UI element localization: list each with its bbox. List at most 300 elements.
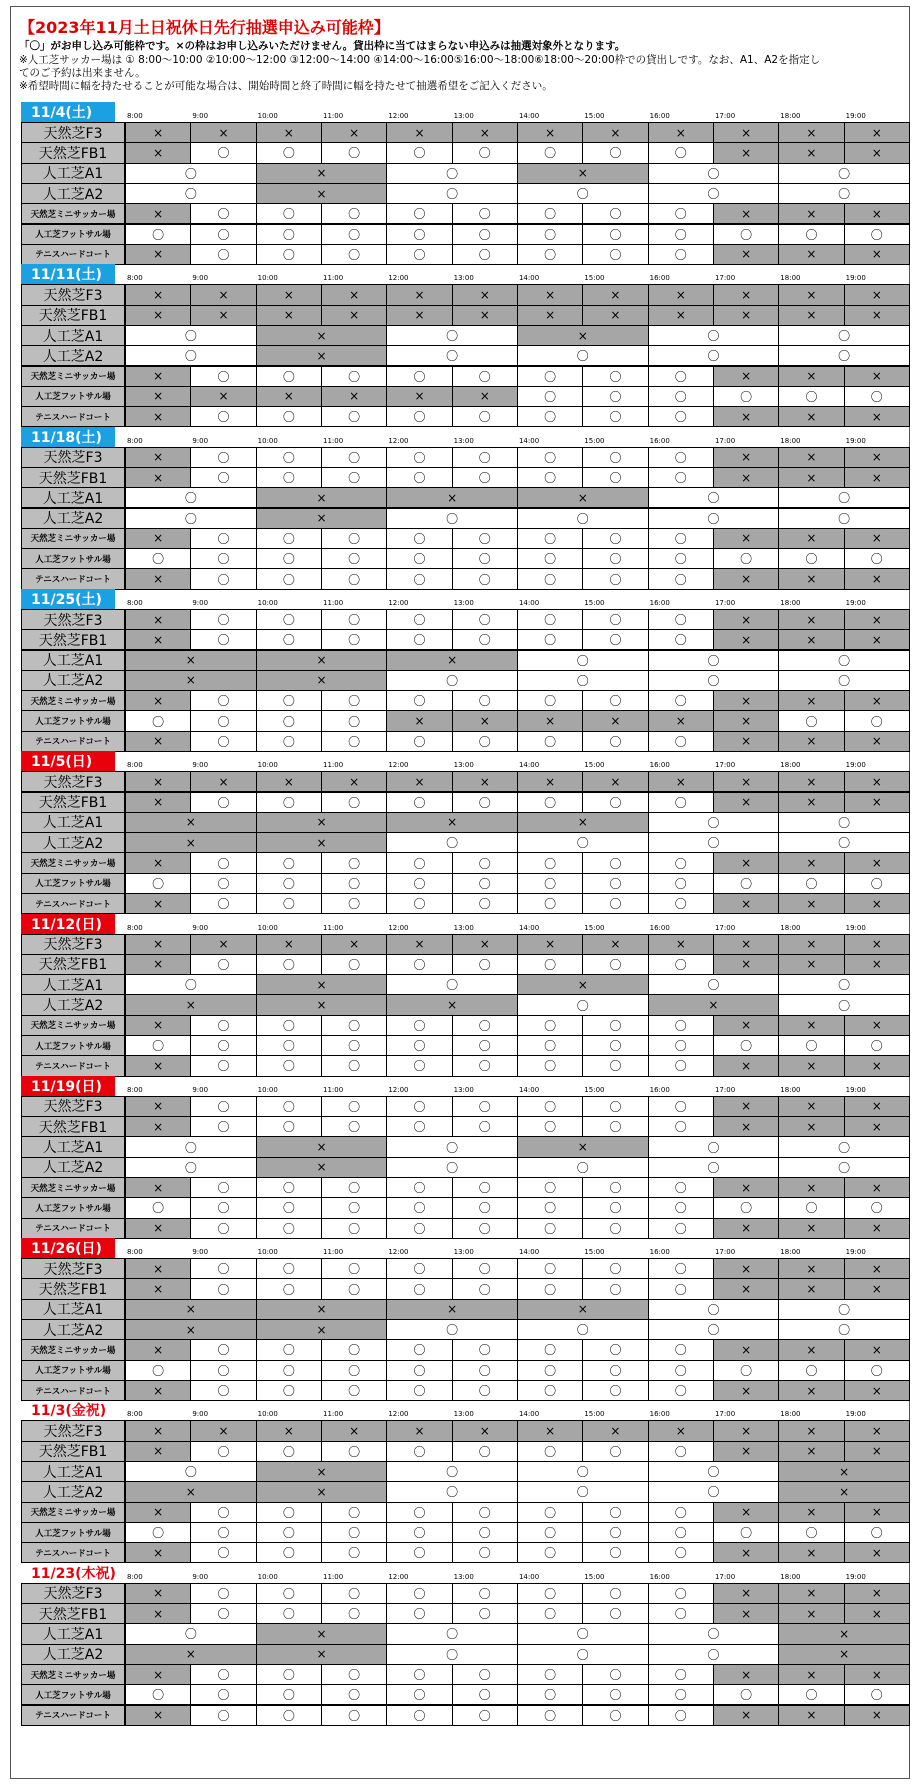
slot-available[interactable]: 〇 — [648, 366, 714, 387]
slot-available[interactable]: 〇 — [125, 873, 191, 894]
slot-available[interactable]: 〇 — [386, 1157, 518, 1178]
slot-available[interactable]: 〇 — [452, 1705, 518, 1726]
slot-available[interactable]: 〇 — [125, 1136, 257, 1157]
slot-available[interactable]: 〇 — [256, 528, 322, 549]
slot-available[interactable]: 〇 — [648, 1339, 714, 1360]
slot-available[interactable]: 〇 — [125, 1684, 191, 1705]
slot-available[interactable]: 〇 — [321, 852, 387, 873]
slot-available[interactable]: 〇 — [190, 406, 256, 427]
slot-available[interactable]: 〇 — [321, 1502, 387, 1523]
slot-available[interactable]: 〇 — [386, 1502, 452, 1523]
slot-available[interactable]: 〇 — [648, 974, 780, 995]
slot-available[interactable]: 〇 — [321, 1116, 387, 1137]
slot-available[interactable]: 〇 — [582, 1664, 648, 1685]
slot-available[interactable]: 〇 — [582, 528, 648, 549]
slot-available[interactable]: 〇 — [452, 954, 518, 975]
slot-available[interactable]: 〇 — [321, 568, 387, 589]
slot-available[interactable]: 〇 — [321, 1015, 387, 1036]
slot-available[interactable]: 〇 — [713, 1035, 779, 1056]
slot-available[interactable]: 〇 — [386, 1481, 518, 1502]
slot-available[interactable]: 〇 — [517, 1258, 583, 1279]
slot-available[interactable]: 〇 — [517, 650, 649, 671]
slot-available[interactable]: 〇 — [256, 731, 322, 752]
slot-available[interactable]: 〇 — [256, 1603, 322, 1624]
slot-available[interactable]: 〇 — [648, 1705, 714, 1726]
slot-available[interactable]: 〇 — [778, 1157, 910, 1178]
slot-available[interactable]: 〇 — [321, 1258, 387, 1279]
slot-available[interactable]: 〇 — [321, 224, 387, 245]
slot-available[interactable]: 〇 — [256, 1116, 322, 1137]
slot-available[interactable]: 〇 — [452, 1522, 518, 1543]
slot-available[interactable]: 〇 — [256, 1705, 322, 1726]
slot-available[interactable]: 〇 — [452, 852, 518, 873]
slot-available[interactable]: 〇 — [256, 447, 322, 468]
slot-available[interactable]: 〇 — [713, 548, 779, 569]
slot-available[interactable]: 〇 — [256, 1096, 322, 1117]
slot-available[interactable]: 〇 — [582, 366, 648, 387]
slot-available[interactable]: 〇 — [256, 142, 322, 163]
slot-available[interactable]: 〇 — [517, 142, 583, 163]
slot-available[interactable]: 〇 — [386, 1116, 452, 1137]
slot-available[interactable]: 〇 — [452, 406, 518, 427]
slot-available[interactable]: 〇 — [582, 852, 648, 873]
slot-available[interactable]: 〇 — [256, 1278, 322, 1299]
slot-available[interactable]: 〇 — [517, 609, 583, 630]
slot-available[interactable]: 〇 — [648, 1360, 714, 1381]
slot-available[interactable]: 〇 — [386, 224, 452, 245]
slot-available[interactable]: 〇 — [256, 1542, 322, 1563]
slot-available[interactable]: 〇 — [452, 873, 518, 894]
slot-available[interactable]: 〇 — [321, 1380, 387, 1401]
slot-available[interactable]: 〇 — [190, 1522, 256, 1543]
slot-available[interactable]: 〇 — [386, 244, 452, 265]
slot-available[interactable]: 〇 — [582, 224, 648, 245]
slot-available[interactable]: 〇 — [386, 690, 452, 711]
slot-available[interactable]: 〇 — [844, 1684, 910, 1705]
slot-available[interactable]: 〇 — [190, 1055, 256, 1076]
slot-available[interactable]: 〇 — [452, 366, 518, 387]
slot-available[interactable]: 〇 — [256, 548, 322, 569]
slot-available[interactable]: 〇 — [778, 325, 910, 346]
slot-available[interactable]: 〇 — [386, 1339, 452, 1360]
slot-available[interactable]: 〇 — [321, 467, 387, 488]
slot-available[interactable]: 〇 — [517, 1441, 583, 1462]
slot-available[interactable]: 〇 — [713, 1360, 779, 1381]
slot-available[interactable]: 〇 — [386, 1461, 518, 1482]
slot-available[interactable]: 〇 — [321, 1218, 387, 1239]
slot-available[interactable]: 〇 — [125, 1035, 191, 1056]
slot-available[interactable]: 〇 — [517, 203, 583, 224]
slot-available[interactable]: 〇 — [582, 467, 648, 488]
slot-available[interactable]: 〇 — [256, 1218, 322, 1239]
slot-available[interactable]: 〇 — [648, 954, 714, 975]
slot-available[interactable]: 〇 — [517, 1603, 583, 1624]
slot-available[interactable]: 〇 — [582, 1218, 648, 1239]
slot-available[interactable]: 〇 — [648, 792, 714, 813]
slot-available[interactable]: 〇 — [648, 1522, 714, 1543]
slot-available[interactable]: 〇 — [256, 406, 322, 427]
slot-available[interactable]: 〇 — [452, 1380, 518, 1401]
slot-available[interactable]: 〇 — [517, 954, 583, 975]
slot-available[interactable]: 〇 — [321, 1522, 387, 1543]
slot-available[interactable]: 〇 — [321, 792, 387, 813]
slot-available[interactable]: 〇 — [386, 1035, 452, 1056]
slot-available[interactable]: 〇 — [517, 1461, 649, 1482]
slot-available[interactable]: 〇 — [778, 1360, 844, 1381]
slot-available[interactable]: 〇 — [321, 528, 387, 549]
slot-available[interactable]: 〇 — [517, 508, 649, 529]
slot-available[interactable]: 〇 — [517, 893, 583, 914]
slot-available[interactable]: 〇 — [452, 224, 518, 245]
slot-available[interactable]: 〇 — [517, 224, 583, 245]
slot-available[interactable]: 〇 — [452, 629, 518, 650]
slot-available[interactable]: 〇 — [648, 1542, 714, 1563]
slot-available[interactable]: 〇 — [517, 1684, 583, 1705]
slot-available[interactable]: 〇 — [648, 1319, 780, 1340]
slot-available[interactable]: 〇 — [517, 690, 583, 711]
slot-available[interactable]: 〇 — [582, 1035, 648, 1056]
slot-available[interactable]: 〇 — [517, 873, 583, 894]
slot-available[interactable]: 〇 — [125, 548, 191, 569]
slot-available[interactable]: 〇 — [125, 1461, 257, 1482]
slot-available[interactable]: 〇 — [517, 1319, 649, 1340]
slot-available[interactable]: 〇 — [125, 345, 257, 366]
slot-available[interactable]: 〇 — [582, 792, 648, 813]
slot-available[interactable]: 〇 — [713, 1197, 779, 1218]
slot-available[interactable]: 〇 — [321, 1705, 387, 1726]
slot-available[interactable]: 〇 — [713, 1684, 779, 1705]
slot-available[interactable]: 〇 — [452, 1603, 518, 1624]
slot-available[interactable]: 〇 — [321, 203, 387, 224]
slot-available[interactable]: 〇 — [582, 690, 648, 711]
slot-available[interactable]: 〇 — [125, 1360, 191, 1381]
slot-available[interactable]: 〇 — [256, 1197, 322, 1218]
slot-available[interactable]: 〇 — [648, 447, 714, 468]
slot-available[interactable]: 〇 — [125, 1623, 257, 1644]
slot-available[interactable]: 〇 — [648, 852, 714, 873]
slot-available[interactable]: 〇 — [125, 487, 257, 508]
slot-available[interactable]: 〇 — [452, 1015, 518, 1036]
slot-available[interactable]: 〇 — [844, 1035, 910, 1056]
slot-available[interactable]: 〇 — [648, 467, 714, 488]
slot-available[interactable]: 〇 — [582, 1177, 648, 1198]
slot-available[interactable]: 〇 — [190, 1197, 256, 1218]
slot-available[interactable]: 〇 — [713, 386, 779, 407]
slot-available[interactable]: 〇 — [386, 1380, 452, 1401]
slot-available[interactable]: 〇 — [517, 244, 583, 265]
slot-available[interactable]: 〇 — [517, 548, 583, 569]
slot-available[interactable]: 〇 — [190, 1502, 256, 1523]
slot-available[interactable]: 〇 — [386, 1055, 452, 1076]
slot-available[interactable]: 〇 — [386, 1096, 452, 1117]
slot-available[interactable]: 〇 — [582, 1096, 648, 1117]
slot-available[interactable]: 〇 — [190, 366, 256, 387]
slot-available[interactable]: 〇 — [386, 954, 452, 975]
slot-available[interactable]: 〇 — [582, 548, 648, 569]
slot-available[interactable]: 〇 — [386, 366, 452, 387]
slot-available[interactable]: 〇 — [190, 731, 256, 752]
slot-available[interactable]: 〇 — [190, 1441, 256, 1462]
slot-available[interactable]: 〇 — [582, 244, 648, 265]
slot-available[interactable]: 〇 — [190, 1035, 256, 1056]
slot-available[interactable]: 〇 — [386, 1136, 518, 1157]
slot-available[interactable]: 〇 — [648, 1623, 780, 1644]
slot-available[interactable]: 〇 — [256, 1339, 322, 1360]
slot-available[interactable]: 〇 — [125, 508, 257, 529]
slot-available[interactable]: 〇 — [778, 487, 910, 508]
slot-available[interactable]: 〇 — [321, 690, 387, 711]
slot-available[interactable]: 〇 — [517, 1096, 583, 1117]
slot-available[interactable]: 〇 — [190, 710, 256, 731]
slot-available[interactable]: 〇 — [648, 1299, 780, 1320]
slot-available[interactable]: 〇 — [125, 710, 191, 731]
slot-available[interactable]: 〇 — [386, 1258, 452, 1279]
slot-available[interactable]: 〇 — [582, 1339, 648, 1360]
slot-available[interactable]: 〇 — [386, 325, 518, 346]
slot-available[interactable]: 〇 — [648, 1502, 714, 1523]
slot-available[interactable]: 〇 — [844, 873, 910, 894]
slot-available[interactable]: 〇 — [386, 183, 518, 204]
slot-available[interactable]: 〇 — [452, 1583, 518, 1604]
slot-available[interactable]: 〇 — [713, 224, 779, 245]
slot-available[interactable]: 〇 — [452, 1360, 518, 1381]
slot-available[interactable]: 〇 — [582, 731, 648, 752]
slot-available[interactable]: 〇 — [190, 1339, 256, 1360]
slot-available[interactable]: 〇 — [256, 873, 322, 894]
slot-available[interactable]: 〇 — [386, 447, 452, 468]
slot-available[interactable]: 〇 — [256, 1360, 322, 1381]
slot-available[interactable]: 〇 — [778, 1299, 910, 1320]
slot-available[interactable]: 〇 — [386, 345, 518, 366]
slot-available[interactable]: 〇 — [256, 1583, 322, 1604]
slot-available[interactable]: 〇 — [778, 1035, 844, 1056]
slot-available[interactable]: 〇 — [844, 1197, 910, 1218]
slot-available[interactable]: 〇 — [190, 1583, 256, 1604]
slot-available[interactable]: 〇 — [386, 1583, 452, 1604]
slot-available[interactable]: 〇 — [582, 1502, 648, 1523]
slot-available[interactable]: 〇 — [648, 224, 714, 245]
slot-available[interactable]: 〇 — [386, 1197, 452, 1218]
slot-available[interactable]: 〇 — [452, 1116, 518, 1137]
slot-available[interactable]: 〇 — [713, 1522, 779, 1543]
slot-available[interactable]: 〇 — [190, 203, 256, 224]
slot-available[interactable]: 〇 — [517, 345, 649, 366]
slot-available[interactable]: 〇 — [778, 548, 844, 569]
slot-available[interactable]: 〇 — [190, 142, 256, 163]
slot-available[interactable]: 〇 — [190, 528, 256, 549]
slot-available[interactable]: 〇 — [386, 1664, 452, 1685]
slot-available[interactable]: 〇 — [256, 1684, 322, 1705]
slot-available[interactable]: 〇 — [778, 1684, 844, 1705]
slot-available[interactable]: 〇 — [582, 629, 648, 650]
slot-available[interactable]: 〇 — [321, 609, 387, 630]
slot-available[interactable]: 〇 — [256, 609, 322, 630]
slot-available[interactable]: 〇 — [648, 1055, 714, 1076]
slot-available[interactable]: 〇 — [582, 1197, 648, 1218]
slot-available[interactable]: 〇 — [321, 1603, 387, 1624]
slot-available[interactable]: 〇 — [452, 1218, 518, 1239]
slot-available[interactable]: 〇 — [517, 1055, 583, 1076]
slot-available[interactable]: 〇 — [452, 1502, 518, 1523]
slot-available[interactable]: 〇 — [321, 873, 387, 894]
slot-available[interactable]: 〇 — [582, 1380, 648, 1401]
slot-available[interactable]: 〇 — [190, 629, 256, 650]
slot-available[interactable]: 〇 — [321, 1360, 387, 1381]
slot-available[interactable]: 〇 — [321, 447, 387, 468]
slot-available[interactable]: 〇 — [517, 994, 649, 1015]
slot-available[interactable]: 〇 — [582, 142, 648, 163]
slot-available[interactable]: 〇 — [386, 1522, 452, 1543]
slot-available[interactable]: 〇 — [386, 1684, 452, 1705]
slot-available[interactable]: 〇 — [256, 690, 322, 711]
slot-available[interactable]: 〇 — [582, 386, 648, 407]
slot-available[interactable]: 〇 — [256, 1015, 322, 1036]
slot-available[interactable]: 〇 — [582, 1278, 648, 1299]
slot-available[interactable]: 〇 — [517, 366, 583, 387]
slot-available[interactable]: 〇 — [386, 508, 518, 529]
slot-available[interactable]: 〇 — [386, 1603, 452, 1624]
slot-available[interactable]: 〇 — [648, 832, 780, 853]
slot-available[interactable]: 〇 — [386, 852, 452, 873]
slot-available[interactable]: 〇 — [778, 873, 844, 894]
slot-available[interactable]: 〇 — [648, 731, 714, 752]
slot-available[interactable]: 〇 — [256, 467, 322, 488]
slot-available[interactable]: 〇 — [517, 1339, 583, 1360]
slot-available[interactable]: 〇 — [452, 690, 518, 711]
slot-available[interactable]: 〇 — [256, 792, 322, 813]
slot-available[interactable]: 〇 — [190, 1705, 256, 1726]
slot-available[interactable]: 〇 — [386, 467, 452, 488]
slot-available[interactable]: 〇 — [452, 528, 518, 549]
slot-available[interactable]: 〇 — [778, 1197, 844, 1218]
slot-available[interactable]: 〇 — [844, 548, 910, 569]
slot-available[interactable]: 〇 — [648, 406, 714, 427]
slot-available[interactable]: 〇 — [386, 629, 452, 650]
slot-available[interactable]: 〇 — [321, 710, 387, 731]
slot-available[interactable]: 〇 — [778, 1522, 844, 1543]
slot-available[interactable]: 〇 — [648, 1664, 714, 1685]
slot-available[interactable]: 〇 — [190, 954, 256, 975]
slot-available[interactable]: 〇 — [582, 1360, 648, 1381]
slot-available[interactable]: 〇 — [321, 1441, 387, 1462]
slot-available[interactable]: 〇 — [452, 1684, 518, 1705]
slot-available[interactable]: 〇 — [648, 244, 714, 265]
slot-available[interactable]: 〇 — [844, 386, 910, 407]
slot-available[interactable]: 〇 — [386, 1218, 452, 1239]
slot-available[interactable]: 〇 — [778, 994, 910, 1015]
slot-available[interactable]: 〇 — [648, 325, 780, 346]
slot-available[interactable]: 〇 — [582, 1542, 648, 1563]
slot-available[interactable]: 〇 — [452, 1035, 518, 1056]
slot-available[interactable]: 〇 — [386, 1319, 518, 1340]
slot-available[interactable]: 〇 — [452, 467, 518, 488]
slot-available[interactable]: 〇 — [648, 508, 780, 529]
slot-available[interactable]: 〇 — [648, 670, 780, 691]
slot-available[interactable]: 〇 — [256, 568, 322, 589]
slot-available[interactable]: 〇 — [517, 406, 583, 427]
slot-available[interactable]: 〇 — [648, 1136, 780, 1157]
slot-available[interactable]: 〇 — [321, 1278, 387, 1299]
slot-available[interactable]: 〇 — [256, 244, 322, 265]
slot-available[interactable]: 〇 — [648, 345, 780, 366]
slot-available[interactable]: 〇 — [648, 1015, 714, 1036]
slot-available[interactable]: 〇 — [517, 1218, 583, 1239]
slot-available[interactable]: 〇 — [452, 548, 518, 569]
slot-available[interactable]: 〇 — [125, 974, 257, 995]
slot-available[interactable]: 〇 — [321, 1542, 387, 1563]
slot-available[interactable]: 〇 — [190, 224, 256, 245]
slot-available[interactable]: 〇 — [321, 731, 387, 752]
slot-available[interactable]: 〇 — [321, 1684, 387, 1705]
slot-available[interactable]: 〇 — [190, 1177, 256, 1198]
slot-available[interactable]: 〇 — [844, 1360, 910, 1381]
slot-available[interactable]: 〇 — [648, 629, 714, 650]
slot-available[interactable]: 〇 — [386, 406, 452, 427]
slot-available[interactable]: 〇 — [452, 1177, 518, 1198]
slot-available[interactable]: 〇 — [517, 1157, 649, 1178]
slot-available[interactable]: 〇 — [844, 224, 910, 245]
slot-available[interactable]: 〇 — [582, 1705, 648, 1726]
slot-available[interactable]: 〇 — [190, 568, 256, 589]
slot-available[interactable]: 〇 — [517, 1015, 583, 1036]
slot-available[interactable]: 〇 — [582, 1441, 648, 1462]
slot-available[interactable]: 〇 — [190, 690, 256, 711]
slot-available[interactable]: 〇 — [321, 629, 387, 650]
slot-available[interactable]: 〇 — [582, 1684, 648, 1705]
slot-available[interactable]: 〇 — [256, 224, 322, 245]
slot-available[interactable]: 〇 — [190, 1664, 256, 1685]
slot-available[interactable]: 〇 — [582, 954, 648, 975]
slot-available[interactable]: 〇 — [648, 183, 780, 204]
slot-available[interactable]: 〇 — [582, 568, 648, 589]
slot-available[interactable]: 〇 — [778, 670, 910, 691]
slot-available[interactable]: 〇 — [517, 629, 583, 650]
slot-available[interactable]: 〇 — [190, 1360, 256, 1381]
slot-available[interactable]: 〇 — [713, 873, 779, 894]
slot-available[interactable]: 〇 — [386, 974, 518, 995]
slot-available[interactable]: 〇 — [778, 1136, 910, 1157]
slot-available[interactable]: 〇 — [582, 1603, 648, 1624]
slot-available[interactable]: 〇 — [190, 1542, 256, 1563]
slot-available[interactable]: 〇 — [517, 1035, 583, 1056]
slot-available[interactable]: 〇 — [256, 852, 322, 873]
slot-available[interactable]: 〇 — [321, 1664, 387, 1685]
slot-available[interactable]: 〇 — [648, 1116, 714, 1137]
slot-available[interactable]: 〇 — [452, 1664, 518, 1685]
slot-available[interactable]: 〇 — [386, 731, 452, 752]
slot-available[interactable]: 〇 — [648, 812, 780, 833]
slot-available[interactable]: 〇 — [452, 792, 518, 813]
slot-available[interactable]: 〇 — [386, 1278, 452, 1299]
slot-available[interactable]: 〇 — [386, 893, 452, 914]
slot-available[interactable]: 〇 — [125, 163, 257, 184]
slot-available[interactable]: 〇 — [386, 548, 452, 569]
slot-available[interactable]: 〇 — [386, 528, 452, 549]
slot-available[interactable]: 〇 — [582, 1522, 648, 1543]
slot-available[interactable]: 〇 — [125, 1197, 191, 1218]
slot-available[interactable]: 〇 — [321, 142, 387, 163]
slot-available[interactable]: 〇 — [648, 1644, 780, 1665]
slot-available[interactable]: 〇 — [648, 1035, 714, 1056]
slot-available[interactable]: 〇 — [648, 609, 714, 630]
slot-available[interactable]: 〇 — [778, 832, 910, 853]
slot-available[interactable]: 〇 — [190, 548, 256, 569]
slot-available[interactable]: 〇 — [386, 1542, 452, 1563]
slot-available[interactable]: 〇 — [386, 568, 452, 589]
slot-available[interactable]: 〇 — [321, 1055, 387, 1076]
slot-available[interactable]: 〇 — [648, 1096, 714, 1117]
slot-available[interactable]: 〇 — [517, 1278, 583, 1299]
